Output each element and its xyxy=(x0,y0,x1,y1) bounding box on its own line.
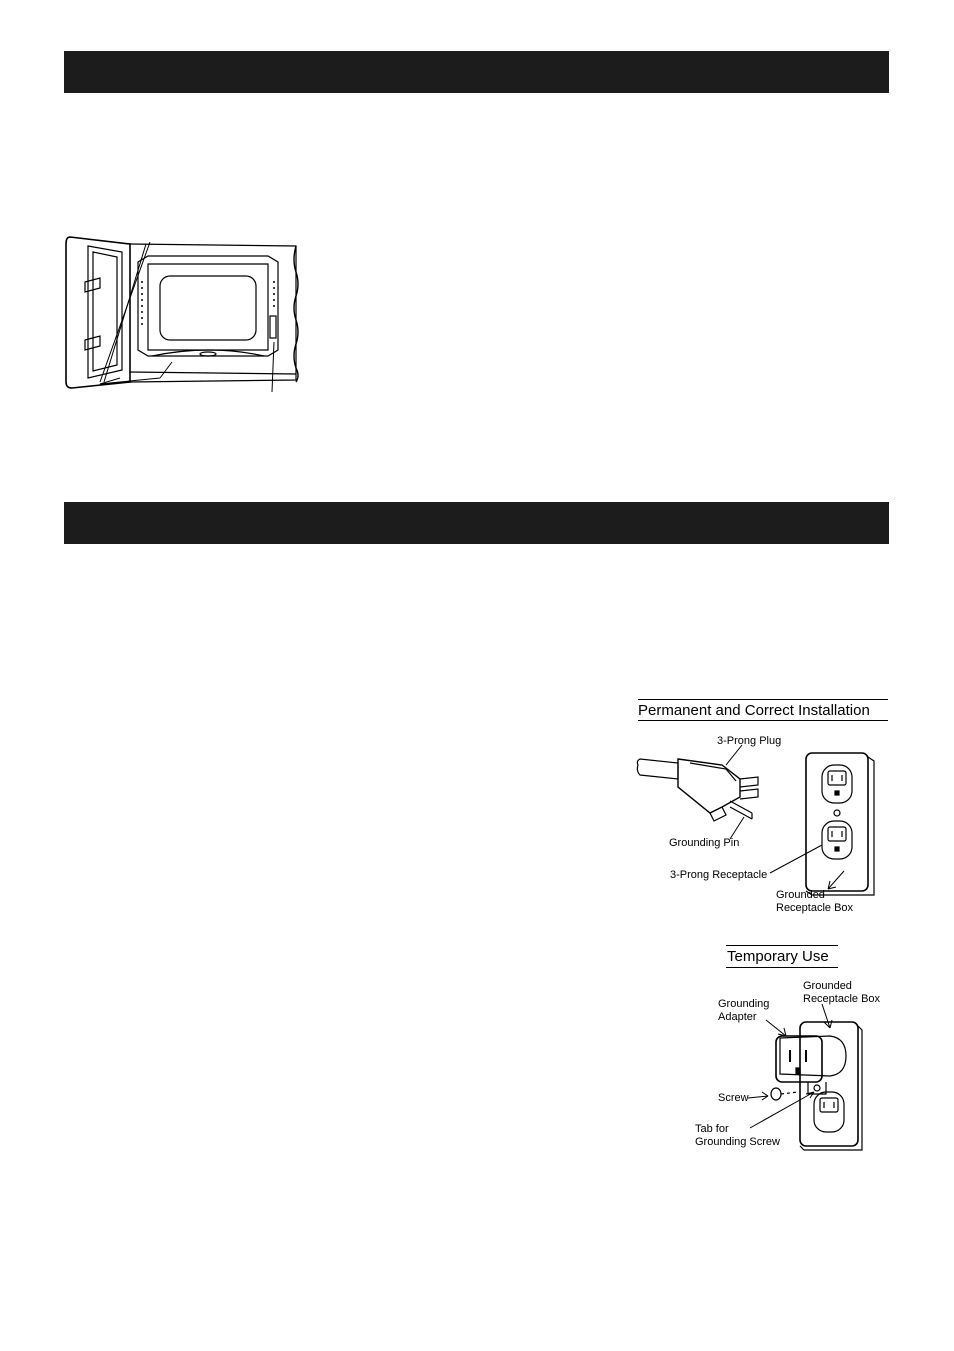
three-prong-plug-and-receptacle-illustration xyxy=(630,735,890,920)
label-3-prong-receptacle: 3-Prong Receptacle xyxy=(670,869,768,881)
temporary-title-rule-above xyxy=(726,945,838,946)
label-grounded-box-line2: Receptacle Box xyxy=(776,902,854,914)
label-grounded-box-line1: Grounded xyxy=(776,889,825,901)
label-tab-line2: Grounding Screw xyxy=(695,1136,780,1148)
temporary-title-underline xyxy=(726,967,838,968)
title-rule-above xyxy=(638,699,888,700)
permanent-installation-title: Permanent and Correct Installation xyxy=(638,702,870,719)
microwave-oven-illustration xyxy=(60,232,310,402)
label-grounding-adapter-line2: Adapter xyxy=(718,1011,757,1023)
section-header-bar-2 xyxy=(64,502,889,544)
label-screw: Screw xyxy=(718,1092,749,1104)
label-temp-grounded-box-line1: Grounded xyxy=(803,980,852,992)
section-header-bar-1 xyxy=(64,51,889,93)
title-underline xyxy=(638,720,888,721)
label-grounding-adapter-line1: Grounding xyxy=(718,998,770,1010)
label-3-prong-plug: 3-Prong Plug xyxy=(717,735,782,747)
label-tab-line1: Tab for xyxy=(695,1123,729,1135)
label-temp-grounded-box-line2: Receptacle Box xyxy=(803,993,881,1005)
grounding-adapter-illustration xyxy=(690,1000,880,1155)
temporary-use-title: Temporary Use xyxy=(727,948,829,965)
label-grounding-pin: Grounding Pin xyxy=(669,837,740,849)
